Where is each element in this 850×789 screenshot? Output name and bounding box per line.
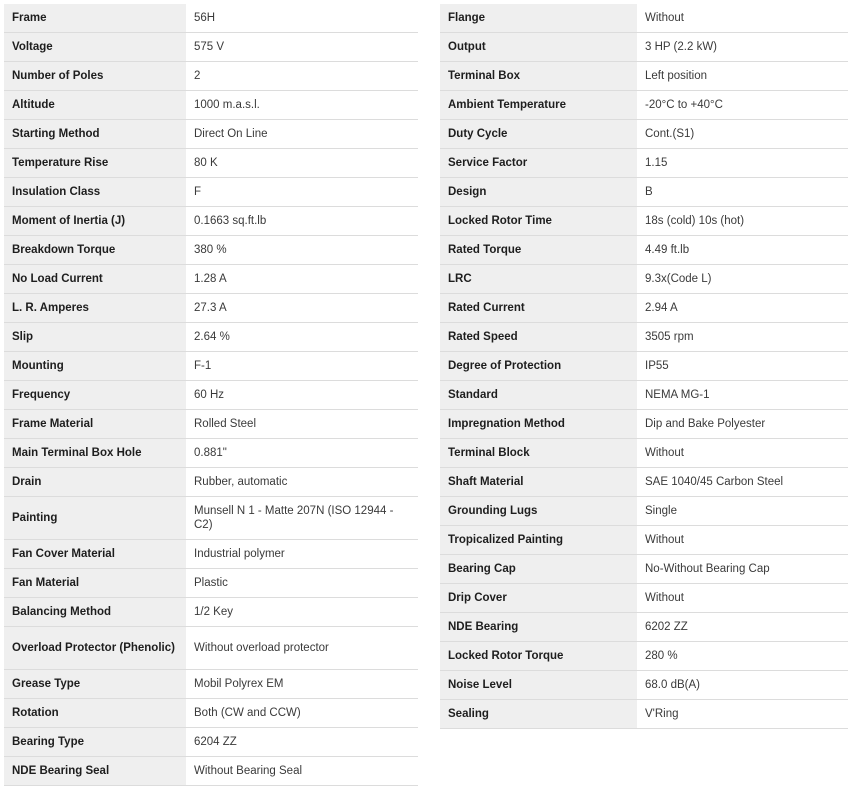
spec-value: Without — [637, 584, 848, 613]
spec-value: Without — [637, 4, 848, 33]
spec-value: IP55 — [637, 352, 848, 381]
spec-row — [440, 323, 848, 352]
spec-row — [440, 207, 848, 236]
spec-label: Design — [440, 178, 637, 207]
spec-value: 575 V — [186, 33, 418, 62]
spec-value: Mobil Polyrex EM — [186, 670, 418, 699]
spec-row — [4, 4, 418, 33]
spec-value: Rolled Steel — [186, 410, 418, 439]
spec-value: Munsell N 1 - Matte 207N (ISO 12944 - C2) — [186, 497, 418, 540]
spec-row — [4, 352, 418, 381]
spec-label: Service Factor — [440, 149, 637, 178]
spec-value: Direct On Line — [186, 120, 418, 149]
spec-row — [440, 439, 848, 468]
spec-label: Flange — [440, 4, 637, 33]
spec-label: Drain — [4, 468, 186, 497]
spec-row — [440, 381, 848, 410]
spec-row — [440, 4, 848, 33]
spec-label: Number of Poles — [4, 62, 186, 91]
spec-label: Impregnation Method — [440, 410, 637, 439]
spec-row — [4, 627, 418, 670]
spec-row — [440, 62, 848, 91]
spec-label: Voltage — [4, 33, 186, 62]
spec-row — [4, 598, 418, 627]
spec-row — [440, 178, 848, 207]
spec-label: Standard — [440, 381, 637, 410]
spec-value: Rubber, automatic — [186, 468, 418, 497]
spec-label: Painting — [4, 497, 186, 540]
spec-row — [440, 91, 848, 120]
spec-row — [440, 149, 848, 178]
spec-row — [4, 439, 418, 468]
spec-value: 1000 m.a.s.l. — [186, 91, 418, 120]
spec-label: Locked Rotor Time — [440, 207, 637, 236]
spec-value: 0.1663 sq.ft.lb — [186, 207, 418, 236]
spec-row — [440, 236, 848, 265]
spec-label: Terminal Block — [440, 439, 637, 468]
spec-row — [4, 294, 418, 323]
spec-row — [4, 149, 418, 178]
spec-label: Grounding Lugs — [440, 497, 637, 526]
spec-row — [440, 33, 848, 62]
spec-row — [4, 236, 418, 265]
spec-value: Cont.(S1) — [637, 120, 848, 149]
spec-label: Moment of Inertia (J) — [4, 207, 186, 236]
spec-label: L. R. Amperes — [4, 294, 186, 323]
spec-label: NDE Bearing Seal — [4, 757, 186, 786]
spec-row — [440, 700, 848, 729]
spec-row — [4, 323, 418, 352]
spec-value: -20°C to +40°C — [637, 91, 848, 120]
spec-label: Frequency — [4, 381, 186, 410]
spec-row — [4, 91, 418, 120]
spec-label: Fan Cover Material — [4, 540, 186, 569]
spec-label: Tropicalized Painting — [440, 526, 637, 555]
spec-value: Plastic — [186, 569, 418, 598]
spec-row — [440, 584, 848, 613]
spec-value: 9.3x(Code L) — [637, 265, 848, 294]
spec-label: Noise Level — [440, 671, 637, 700]
spec-label: Balancing Method — [4, 598, 186, 627]
spec-row — [4, 569, 418, 598]
spec-label: Grease Type — [4, 670, 186, 699]
spec-row — [440, 294, 848, 323]
spec-value: Dip and Bake Polyester — [637, 410, 848, 439]
spec-table-left-body — [4, 4, 418, 786]
spec-value: Industrial polymer — [186, 540, 418, 569]
spec-label: Starting Method — [4, 120, 186, 149]
spec-row — [4, 670, 418, 699]
spec-label: Insulation Class — [4, 178, 186, 207]
spec-label: Rated Speed — [440, 323, 637, 352]
spec-label: Rotation — [4, 699, 186, 728]
spec-row — [440, 265, 848, 294]
spec-row — [440, 642, 848, 671]
spec-value: V'Ring — [637, 700, 848, 729]
spec-table-right-body — [440, 4, 848, 729]
spec-row — [4, 265, 418, 294]
spec-row — [4, 699, 418, 728]
spec-value: Without Bearing Seal — [186, 757, 418, 786]
spec-value: Without — [637, 439, 848, 468]
spec-value: 27.3 A — [186, 294, 418, 323]
spec-label: Duty Cycle — [440, 120, 637, 149]
spec-value: 18s (cold) 10s (hot) — [637, 207, 848, 236]
spec-label: Bearing Type — [4, 728, 186, 757]
spec-row — [4, 62, 418, 91]
spec-label: Shaft Material — [440, 468, 637, 497]
spec-label: Fan Material — [4, 569, 186, 598]
spec-label: Drip Cover — [440, 584, 637, 613]
spec-label: Mounting — [4, 352, 186, 381]
spec-label: Frame Material — [4, 410, 186, 439]
spec-row — [4, 497, 418, 540]
spec-row — [4, 540, 418, 569]
spec-value: F-1 — [186, 352, 418, 381]
spec-row — [4, 728, 418, 757]
spec-value: 4.49 ft.lb — [637, 236, 848, 265]
spec-label: Breakdown Torque — [4, 236, 186, 265]
spec-row — [4, 120, 418, 149]
spec-table-right — [440, 4, 848, 729]
spec-value: 6202 ZZ — [637, 613, 848, 642]
spec-value: 3 HP (2.2 kW) — [637, 33, 848, 62]
spec-value: B — [637, 178, 848, 207]
spec-label: Rated Torque — [440, 236, 637, 265]
spec-value: NEMA MG-1 — [637, 381, 848, 410]
spec-label: Main Terminal Box Hole — [4, 439, 186, 468]
spec-label: Overload Protector (Phenolic) — [4, 627, 186, 670]
spec-label: LRC — [440, 265, 637, 294]
spec-value: Without — [637, 526, 848, 555]
spec-row — [4, 757, 418, 786]
spec-row — [4, 207, 418, 236]
spec-label: Slip — [4, 323, 186, 352]
spec-table-left — [4, 4, 418, 786]
spec-label: Sealing — [440, 700, 637, 729]
spec-value: 2.94 A — [637, 294, 848, 323]
spec-value: 280 % — [637, 642, 848, 671]
spec-value: F — [186, 178, 418, 207]
spec-value: Left position — [637, 62, 848, 91]
spec-value: 68.0 dB(A) — [637, 671, 848, 700]
spec-row — [440, 410, 848, 439]
spec-label: Temperature Rise — [4, 149, 186, 178]
spec-label: Frame — [4, 4, 186, 33]
spec-row — [4, 468, 418, 497]
spec-value: 380 % — [186, 236, 418, 265]
spec-row — [440, 497, 848, 526]
spec-label: Locked Rotor Torque — [440, 642, 637, 671]
spec-value: 1.15 — [637, 149, 848, 178]
spec-label: Altitude — [4, 91, 186, 120]
spec-value: 2 — [186, 62, 418, 91]
spec-row — [4, 178, 418, 207]
spec-label: Output — [440, 33, 637, 62]
spec-row — [440, 526, 848, 555]
spec-value: 60 Hz — [186, 381, 418, 410]
spec-label: No Load Current — [4, 265, 186, 294]
spec-row — [440, 468, 848, 497]
spec-value: No-Without Bearing Cap — [637, 555, 848, 584]
spec-row — [4, 410, 418, 439]
spec-value: SAE 1040/45 Carbon Steel — [637, 468, 848, 497]
spec-label: Rated Current — [440, 294, 637, 323]
spec-row — [440, 671, 848, 700]
spec-value: 2.64 % — [186, 323, 418, 352]
spec-value: 1/2 Key — [186, 598, 418, 627]
spec-row — [4, 381, 418, 410]
spec-label: Degree of Protection — [440, 352, 637, 381]
spec-value: 3505 rpm — [637, 323, 848, 352]
spec-value: Single — [637, 497, 848, 526]
spec-value: 80 K — [186, 149, 418, 178]
spec-value: 1.28 A — [186, 265, 418, 294]
spec-label: Terminal Box — [440, 62, 637, 91]
spec-row — [440, 555, 848, 584]
spec-label: NDE Bearing — [440, 613, 637, 642]
spec-value: Without overload protector — [186, 627, 418, 670]
spec-value: Both (CW and CCW) — [186, 699, 418, 728]
spec-value: 56H — [186, 4, 418, 33]
spec-label: Ambient Temperature — [440, 91, 637, 120]
spec-row — [4, 33, 418, 62]
spec-label: Bearing Cap — [440, 555, 637, 584]
spec-value: 0.881" — [186, 439, 418, 468]
spec-row — [440, 613, 848, 642]
spec-value: 6204 ZZ — [186, 728, 418, 757]
spec-row — [440, 120, 848, 149]
spec-row — [440, 352, 848, 381]
